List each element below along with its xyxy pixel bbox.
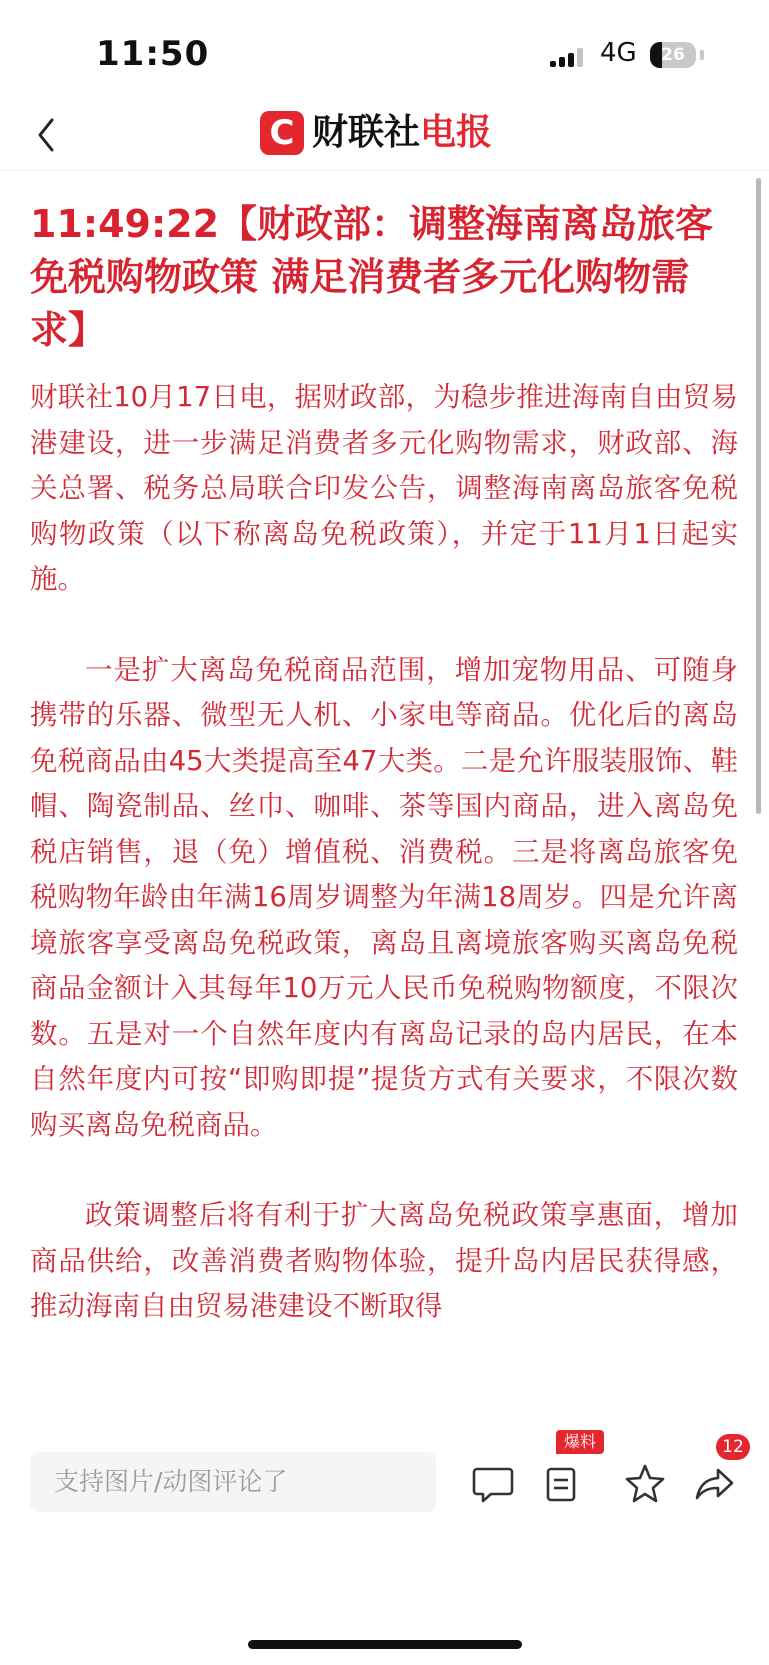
battery-icon — [650, 42, 696, 68]
brand-name-primary: 财联社 — [312, 112, 421, 153]
back-button[interactable] — [30, 110, 70, 160]
comment-icon[interactable] — [470, 1460, 516, 1506]
network-type: 4G — [600, 38, 637, 68]
bottom-toolbar — [0, 1432, 769, 1665]
home-indicator — [248, 1640, 522, 1649]
report-badge: 爆料 — [556, 1430, 604, 1454]
logo-letter: C — [269, 113, 295, 153]
battery-cap — [700, 50, 704, 60]
paragraph-gap — [30, 603, 738, 648]
logo-icon — [260, 111, 304, 155]
scrollbar[interactable] — [756, 178, 761, 814]
status-bar — [0, 0, 769, 100]
article-headline: 11:49:22【财政部：调整海南离岛旅客免税购物政策 满足消费者多元化购物需求】 — [30, 202, 714, 352]
comment-placeholder: 支持图片/动图评论了 — [54, 1467, 288, 1496]
status-time: 11:50 — [96, 34, 210, 74]
article — [30, 198, 738, 1330]
share-icon[interactable] — [692, 1460, 738, 1506]
article-paragraph: 政策调整后将有利于扩大离岛免税政策享惠面，增加商品供给，改善消费者购物体验，提升岛内居民获得感，推动海南自由贸易港建设不断取得 — [30, 1199, 738, 1322]
chevron-left-icon — [30, 110, 70, 160]
brand-name — [312, 108, 492, 158]
paragraph-gap — [30, 1148, 738, 1193]
brand-name-accent: 电报 — [420, 112, 493, 153]
article-paragraph: 财联社10月17日电，据财政部，为稳步推进海南自由贸易港建设，进一步满足消费者多元化购物需求，财政部、海关总署、税务总局联合印发公告，调整海南离岛旅客免税购物政策（以下称离岛免税政策），并定于11月1日起实施。 — [30, 381, 738, 595]
share-count-badge: 12 — [716, 1434, 750, 1460]
report-icon[interactable] — [540, 1460, 586, 1506]
battery-percent: 26 — [661, 45, 685, 65]
star-icon[interactable] — [622, 1460, 668, 1506]
nav-bar — [0, 100, 769, 171]
comment-input[interactable] — [30, 1452, 436, 1512]
signal-icon — [550, 46, 592, 70]
article-paragraph: 一是扩大离岛免税商品范围，增加宠物用品、可随身携带的乐器、微型无人机、小家电等商品。优化后的离岛免税商品由45大类提高至47大类。二是允许服装服饰、鞋帽、陶瓷制品、丝巾、咖啡、茶等国内商品，进入离岛免税店销售，退（免）增值税、消费税。三是将离岛旅客免税购物年龄由年满16周岁调整为年满18周岁。四是允许离境旅客享受离岛免税政策，离岛且离境旅客购买离岛免税商品金额计入其每年10万元人民币免税购物额度，不限次数。五是对一个自然年度内有离岛记录的岛内居民，在本自然年度内可按“即购即提”提货方式有关要求，不限次数购买离岛免税商品。 — [30, 653, 738, 1141]
